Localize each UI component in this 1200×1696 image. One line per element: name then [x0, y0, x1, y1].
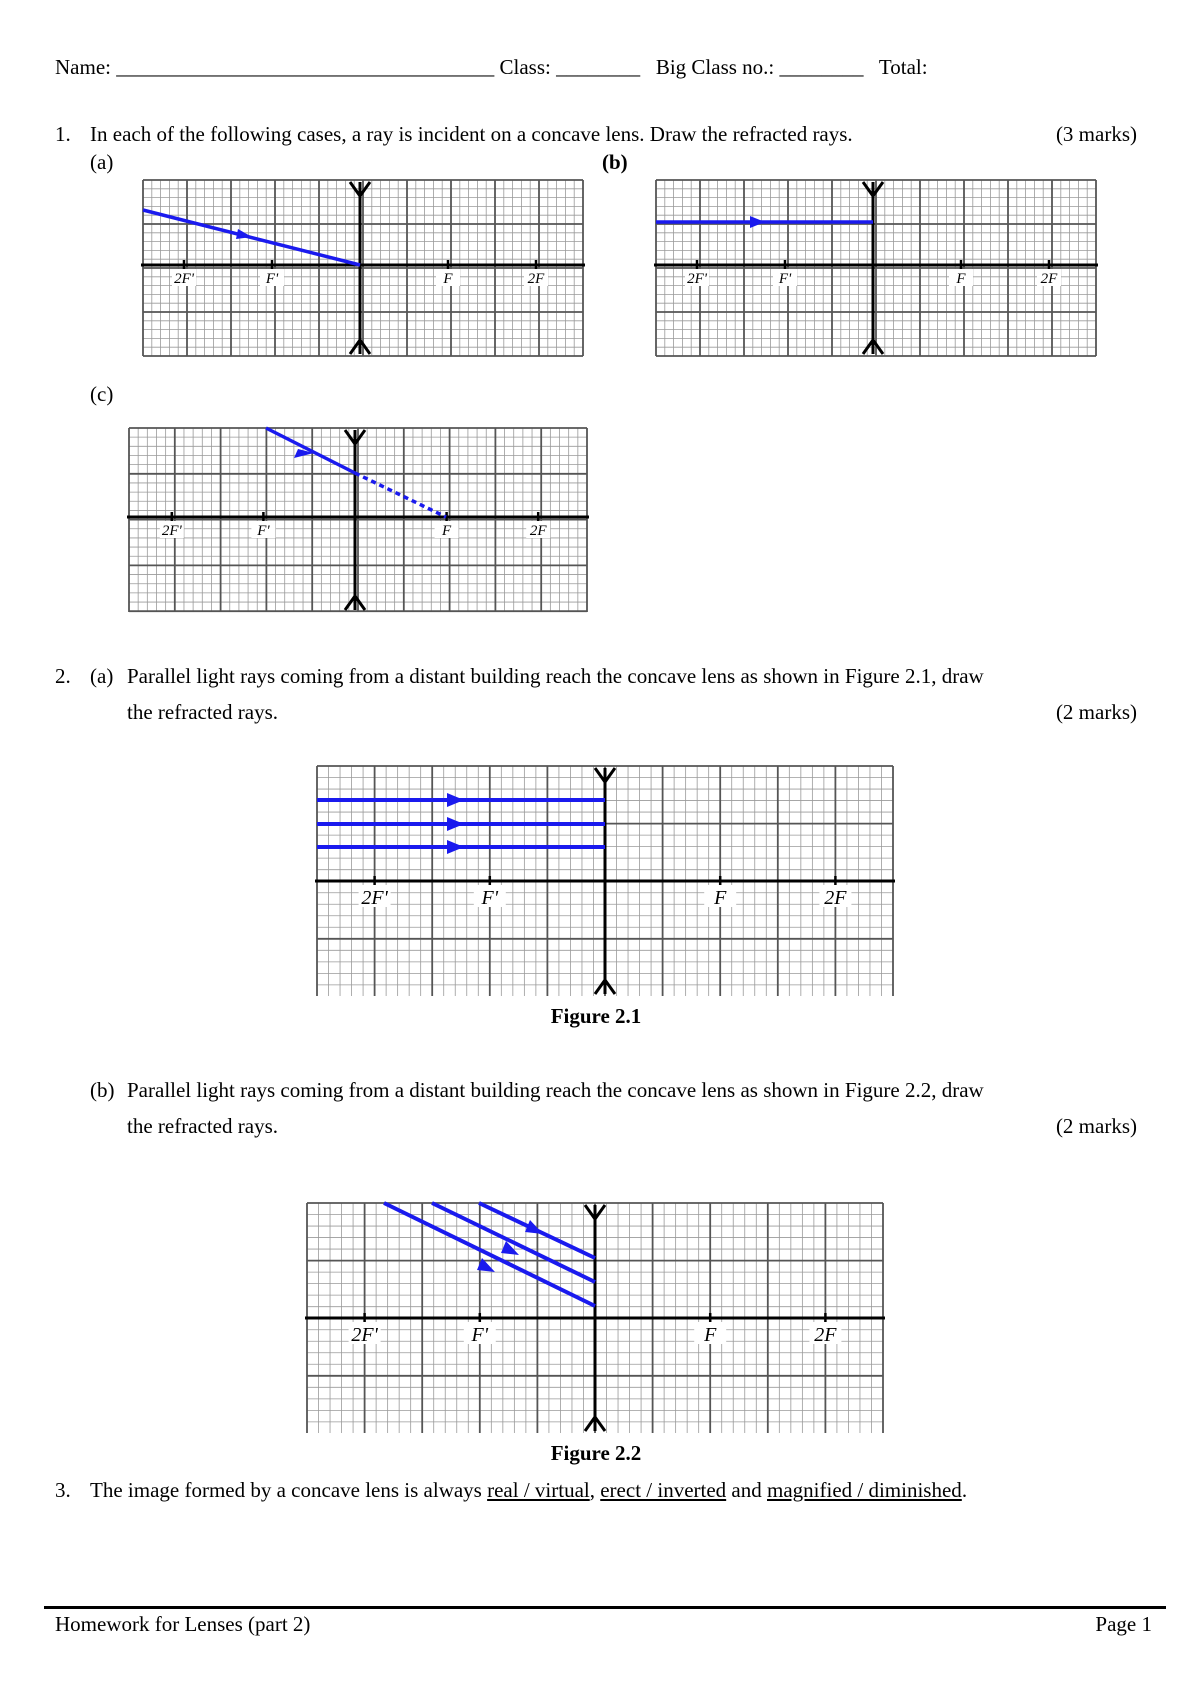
header-line: [55, 55, 928, 80]
diagram-q1a: [140, 177, 590, 357]
footer-title: Homework for Lenses (part 2): [55, 1612, 311, 1636]
q2-part-b-marks: (2 marks): [1055, 1114, 1137, 1138]
ray-fig22-arrow-3: [525, 1220, 543, 1234]
q3-sep2: and: [726, 1478, 767, 1502]
q3-choice-erect-inverted[interactable]: erect / inverted: [600, 1478, 727, 1502]
ray-q1b-arrow: [750, 216, 765, 228]
q1-part-a-label: (a): [90, 150, 114, 174]
figure-2-2: [304, 1200, 888, 1436]
label-2f: 2F: [814, 1324, 837, 1346]
label-2f: 2F: [529, 523, 547, 539]
q2-part-b-line2: the refracted rays.: [127, 1114, 278, 1138]
label-f: F: [956, 271, 966, 287]
class-blank[interactable]: ________: [556, 55, 641, 79]
q3-text: [90, 1478, 967, 1503]
big-class-blank[interactable]: ________: [779, 55, 864, 79]
total-label: Total:: [878, 55, 928, 79]
q2-part-a-line2: the refracted rays.: [127, 700, 278, 724]
label-f: F: [704, 1324, 717, 1346]
label-2f: 2F: [1040, 271, 1058, 287]
q2-part-a-label: (a): [90, 664, 114, 688]
figure-2-1-caption: Figure 2.1: [550, 1004, 642, 1028]
diagram-q1c: [126, 425, 591, 613]
grid: [656, 180, 1096, 356]
q2-part-a-line1: Parallel light rays coming from a distant building reach the concave lens as shown in Figure 2.1, draw: [127, 664, 984, 688]
label-2f-prime: 2F': [161, 523, 182, 539]
footer-rule: [44, 1606, 1166, 1609]
label-f-prime: F': [257, 523, 270, 539]
q3-end: .: [961, 1478, 968, 1502]
q2-part-b-line1: Parallel light rays coming from a distant building reach the concave lens as shown in Figure 2.2, draw: [127, 1078, 984, 1102]
class-label: Class:: [499, 55, 551, 79]
figure-2-2-caption: Figure 2.2: [550, 1441, 642, 1465]
q3-choice-real-virtual[interactable]: real / virtual: [487, 1478, 590, 1502]
q1-part-b-label: (b): [602, 150, 628, 174]
label-f-prime: F': [481, 887, 499, 909]
q1-marks: (3 marks): [1055, 122, 1137, 146]
label-f-prime: F': [471, 1324, 489, 1346]
q2-number: 2.: [55, 664, 71, 688]
ray-q1c-incident: [266, 428, 355, 473]
name-blank[interactable]: ____________________________________: [116, 55, 495, 79]
label-f: F: [442, 523, 452, 539]
label-f: F: [714, 887, 727, 909]
q3-choice-magnified-diminished[interactable]: magnified / diminished: [767, 1478, 962, 1502]
q3-sep1: ,: [589, 1478, 601, 1502]
diagram-q1b: [653, 177, 1103, 357]
label-f: F: [443, 271, 453, 287]
q2-part-a-marks: (2 marks): [1055, 700, 1137, 724]
q3-text-before: The image formed by a concave lens is always: [90, 1478, 488, 1502]
label-2f-prime: 2F': [687, 271, 707, 287]
label-f-prime: F': [778, 271, 792, 287]
q1-number: 1.: [55, 122, 71, 146]
q2-part-b-label: (b): [90, 1078, 115, 1102]
footer-page-number: Page 1: [1095, 1612, 1152, 1636]
big-class-label: Big Class no.:: [655, 55, 775, 79]
q3-number: 3.: [55, 1478, 71, 1502]
label-2f-prime: 2F': [174, 271, 194, 287]
name-label: Name:: [55, 55, 111, 79]
ray-fig22-1: [384, 1203, 595, 1306]
label-2f: 2F: [824, 887, 847, 909]
figure-2-1: [314, 763, 898, 999]
grid: [129, 428, 587, 612]
label-2f-prime: 2F': [351, 1324, 378, 1346]
label-2f-prime: 2F': [361, 887, 388, 909]
label-f-prime: F': [265, 271, 279, 287]
q1-text: In each of the following cases, a ray is incident on a concave lens. Draw the refracted rays.: [90, 122, 853, 146]
label-2f: 2F: [527, 271, 545, 287]
q1-part-c-label: (c): [90, 382, 114, 406]
grid: [143, 180, 583, 356]
